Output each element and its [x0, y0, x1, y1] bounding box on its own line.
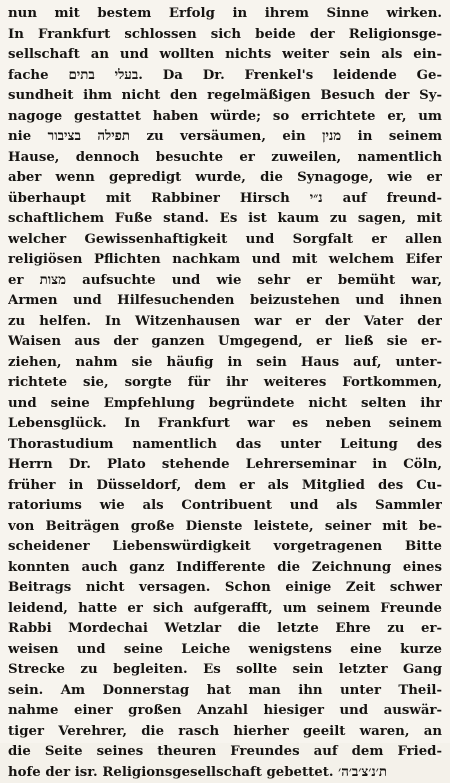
text-line: Armen und Hilfesuchenden beizustehen und ihnen [8, 291, 442, 312]
text-line: Herrn Dr. Plato stehende Lehrerseminar in Cöln, [8, 455, 442, 476]
text-line: hofe der isr. Religionsgesellschaft gebettet. ת׳נ׳צ׳ב׳ה׳ [8, 763, 442, 783]
text-line: sein. Am Donnerstag hat man ihn unter Theil- [8, 681, 442, 702]
text-line: Beitrags nicht versagen. Schon einige Zeit schwer [8, 578, 442, 599]
text-line: scheidener Liebenswürdigkeit vorgetragenen Bitte [8, 537, 442, 558]
text-line: von Beiträgen große Dienste leistete, seiner mit be- [8, 517, 442, 538]
text-line: überhaupt mit Rabbiner Hirsch נ״י auf freund- [8, 189, 442, 210]
text-line: tiger Verehrer, die rasch hierher geeilt waren, an [8, 722, 442, 743]
text-line: sundheit ihm nicht den regelmäßigen Besuch der Sy- [8, 86, 442, 107]
text-line: welcher Gewissenhaftigkeit und Sorgfalt er allen [8, 230, 442, 251]
text-line: die Seite seines theuren Freundes auf dem Fried- [8, 742, 442, 763]
text-line: zu helfen. In Witzenhausen war er der Vater der [8, 312, 442, 333]
text-line: Thorastudium namentlich das unter Leitung des [8, 435, 442, 456]
text-line: In Frankfurt schlossen sich beide der Religionsge- [8, 25, 442, 46]
text-line: leidend, hatte er sich aufgerafft, um seinem Freunde [8, 599, 442, 620]
text-line: religiösen Pflichten nachkam und mit welchem Eifer [8, 250, 442, 271]
text-line: nun mit bestem Erfolg in ihrem Sinne wirken. [8, 4, 442, 25]
text-line: Hause, dennoch besuchte er zuweilen, namentlich [8, 148, 442, 169]
text-line: richtete sie, sorgte für ihr weiteres Fortkommen, [8, 373, 442, 394]
text-line: ratoriums wie als Contribuent und als Sammler [8, 496, 442, 517]
article-column [8, 4, 442, 783]
text-line: konnten auch ganz Indifferente die Zeichnung eines [8, 558, 442, 579]
text-line: nahme einer großen Anzahl hiesiger und auswär- [8, 701, 442, 722]
text-line: aber wenn gepredigt wurde, die Synagoge, wie er [8, 168, 442, 189]
text-line: Rabbi Mordechai Wetzlar die letzte Ehre zu er- [8, 619, 442, 640]
text-line: fache בעלי בתים. Da Dr. Frenkel's leidende Ge- [8, 66, 442, 87]
text-line: und seine Empfehlung begründete nicht selten ihr [8, 394, 442, 415]
text-line: Strecke zu begleiten. Es sollte sein letzter Gang [8, 660, 442, 681]
text-line: Lebensglück. In Frankfurt war es neben seinem [8, 414, 442, 435]
text-line: schaftlichem Fuße stand. Es ist kaum zu sagen, mit [8, 209, 442, 230]
text-line: sellschaft an und wollten nichts weiter sein als ein- [8, 45, 442, 66]
text-line: weisen und seine Leiche wenigstens eine kurze [8, 640, 442, 661]
text-line: früher in Düsseldorf, dem er als Mitglied des Cu- [8, 476, 442, 497]
text-line: nagoge gestattet haben würde; so errichtete er, um [8, 107, 442, 128]
text-line: nie תפילה בציבור zu versäumen, ein מנין in seinem [8, 127, 442, 148]
text-line: Waisen aus der ganzen Umgegend, er ließ sie er- [8, 332, 442, 353]
text-line: ziehen, nahm sie häufig in sein Haus auf, unter- [8, 353, 442, 374]
text-line: er מצות aufsuchte und wie sehr er bemüht war, [8, 271, 442, 292]
